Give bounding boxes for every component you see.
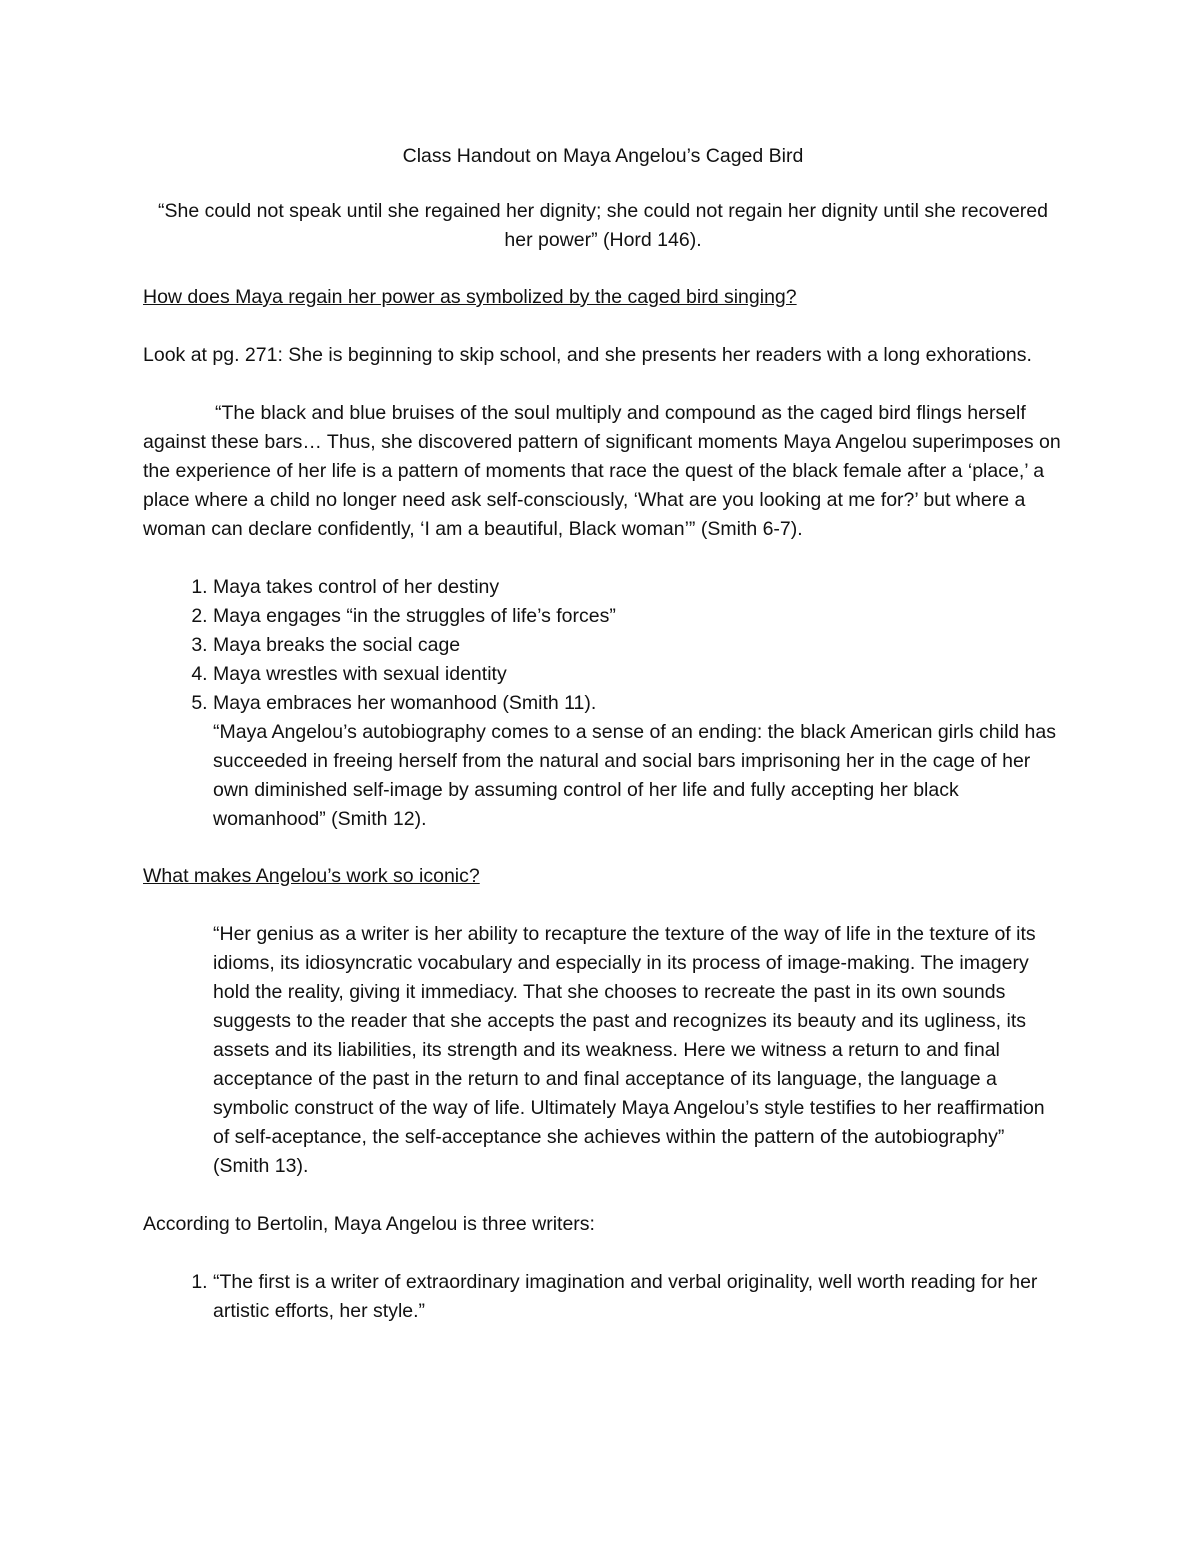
ending-quote: “Maya Angelou’s autobiography comes to a sense of an ending: the black American girls child has succeeded in freeing herself from the natural and social bars imprisoning her in the cage of her own diminished self-image by assuming control of her life and fully accepting her black womanhood” (Smith 12). xyxy=(213,721,1056,830)
section-question-power: How does Maya regain her power as symbolized by the caged bird singing? xyxy=(143,286,797,308)
power-points-list xyxy=(143,573,1063,718)
list-item: 5. Maya embraces her womanhood (Smith 11). xyxy=(213,689,1063,718)
list-item: 2. Maya engages “in the struggles of life’s forces” xyxy=(213,602,1063,631)
list-item: 3. Maya breaks the social cage xyxy=(213,631,1063,660)
epigraph-quote: “She could not speak until she regained her dignity; she could not regain her dignity until she recovered her power” (Hord 146). xyxy=(158,200,1048,251)
smith-bruises-quote: “The black and blue bruises of the soul multiply and compound as the caged bird flings herself against these bars… Thus, she discovered pattern of significant moments Maya Angelou superimposes on the experience of her life is a pattern of moments that race the quest of the black female after a ‘place,’ a place where a child no longer need ask self-consciously, ‘What are you looking at me for?’ but where a woman can declare confidently, ‘I am a beautiful, Black woman’” (Smith 6-7). xyxy=(143,402,1061,540)
genius-quote: “Her genius as a writer is her ability to recapture the texture of the way of life in the texture of its idioms, its idiosyncratic vocabulary and especially in its process of image-making. The imagery hold the reality, giving it immediacy. That she chooses to recreate the past in its own sounds suggests to the reader that she accepts the past and recognizes its beauty and its ugliness, its assets and its liabilities, its strength and its weakness. Here we witness a return to and final acceptance of the past in the return to and final acceptance of its language, the language a symbolic construct of the way of life. Ultimately Maya Angelou’s style testifies to her reaffirmation of self-aceptance, the self-acceptance she achieves within the pattern of the autobiography” (Smith 13). xyxy=(213,923,1045,1177)
list-item: 4. Maya wrestles with sexual identity xyxy=(213,660,1063,689)
bertolin-intro: According to Bertolin, Maya Angelou is three writers: xyxy=(143,1213,595,1235)
section-question-iconic: What makes Angelou’s work so iconic? xyxy=(143,865,480,887)
list-item: 1. “The first is a writer of extraordinary imagination and verbal originality, well worth reading for her artistic efforts, her style.” xyxy=(213,1268,1063,1326)
list-item: 1. Maya takes control of her destiny xyxy=(213,573,1063,602)
page-title: Class Handout on Maya Angelou’s Caged Bird xyxy=(402,145,804,167)
three-writers-list xyxy=(143,1268,1063,1326)
document-body xyxy=(143,142,1063,1326)
look-at-page-paragraph: Look at pg. 271: She is beginning to skip school, and she presents her readers with a long exhorations. xyxy=(143,344,1032,366)
